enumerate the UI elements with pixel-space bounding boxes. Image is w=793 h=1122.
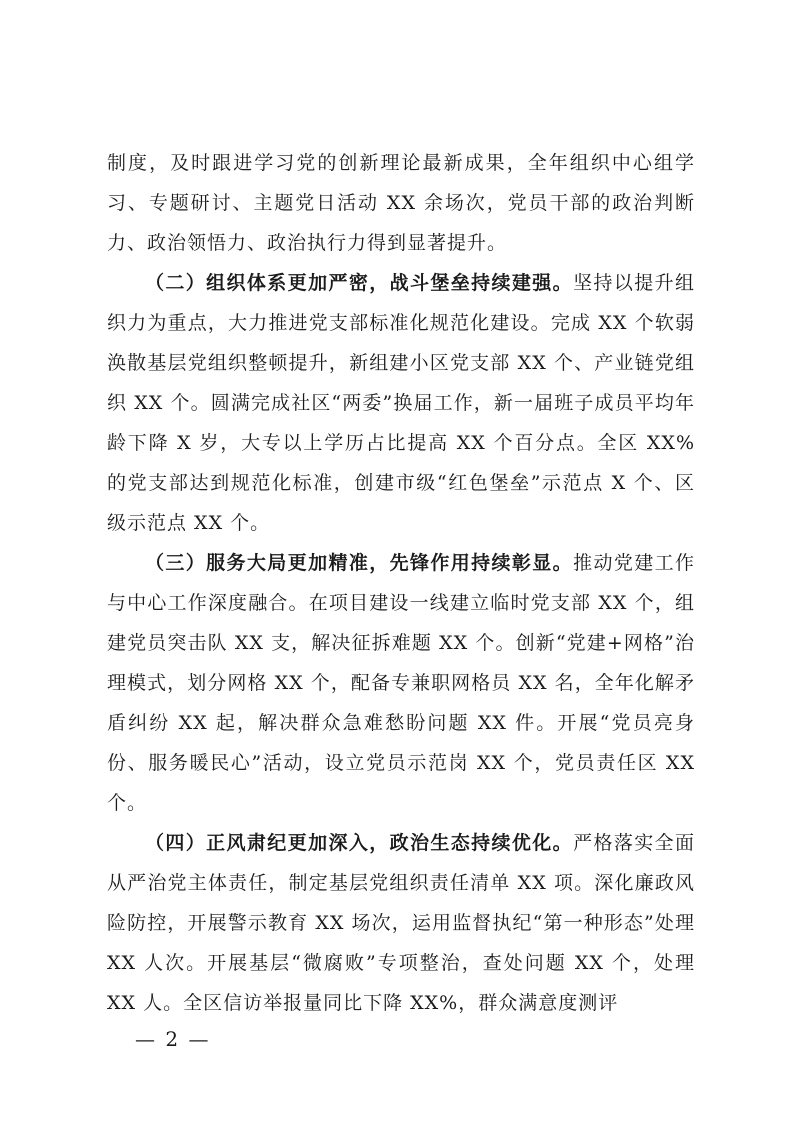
paragraph-section-3 xyxy=(107,543,695,823)
paragraph-text: 推动党建工作与中心工作深度融合。在项目建设一线建立临时党支部 XX 个，组建党员突击队 XX 支，解决征拆难题 XX 个。创新“党建+网格”治理模式，划分网格 XX 个，配备专兼职网格员 XX 名，全年化解矛盾纠纷 XX 起，解决群众急难愁盼问题 XX 件。开展“党员亮身份、服务暖民心”活动，设立党员示范岗 XX 个，党员责任区 XX 个。 xyxy=(107,552,695,814)
paragraph-continuation xyxy=(107,143,695,263)
paragraph-text: 制度，及时跟进学习党的创新理论最新成果，全年组织中心组学习、专题研讨、主题党日活动 XX 余场次，党员干部的政治判断力、政治领悟力、政治执行力得到显著提升。 xyxy=(107,152,695,254)
paragraph-section-2 xyxy=(107,263,695,543)
section-heading: （四）正风肃纪更加深入，政治生态持续优化。 xyxy=(145,832,574,854)
body-text xyxy=(107,143,695,1023)
paragraph-section-4 xyxy=(107,823,695,1023)
paragraph-text: 坚持以提升组织力为重点，大力推进党支部标准化规范化建设。完成 XX 个软弱涣散基层党组织整顿提升，新组建小区党支部 XX 个、产业链党组织 XX 个。圆满完成社区“两委”换届工作，新一届班子成员平均年龄下降 X 岁，大专以上学历占比提高 XX 个百分点。全区 XX% 的党支部达到规范化标准，创建市级“红色堡垒”示范点 X 个、区级示范点 XX 个。 xyxy=(107,272,695,534)
page-number: — 2 — xyxy=(135,1027,211,1051)
paragraph-text: 严格落实全面从严治党主体责任，制定基层党组织责任清单 XX 项。深化廉政风险防控，开展警示教育 XX 场次，运用监督执纪“第一种形态”处理 XX 人次。开展基层“微腐败”专项整治，查处问题 XX 个，处理 XX 人。全区信访举报量同比下降 XX%，群众满意度测评 xyxy=(107,832,695,1014)
section-heading: （三）服务大局更加精准，先锋作用持续彰显。 xyxy=(145,552,574,574)
section-heading: （二）组织体系更加严密，战斗堡垒持续建强。 xyxy=(145,272,574,294)
